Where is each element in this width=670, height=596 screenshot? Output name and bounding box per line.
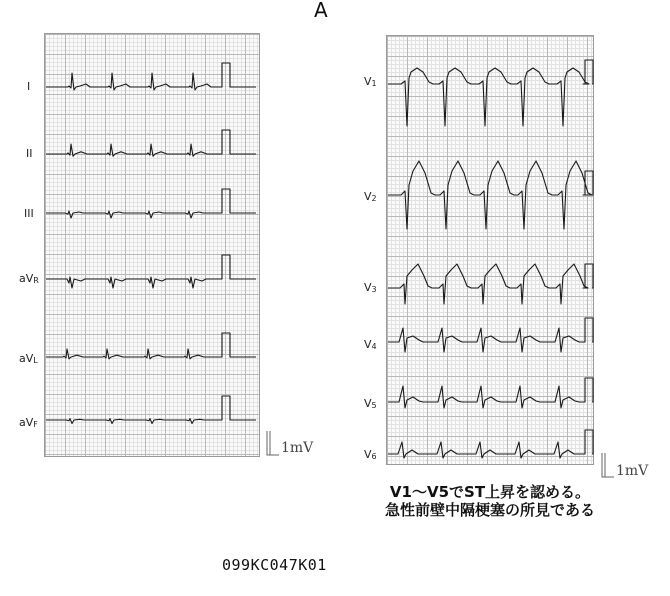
lead-label-iii: III <box>24 207 34 220</box>
trace-lead-v2 <box>388 161 593 229</box>
lead-label-v6: $V_6$ <box>364 448 377 461</box>
trace-lead-v4 <box>388 318 593 352</box>
calibration-label-left: 1mV <box>281 440 314 456</box>
trace-lead-avl <box>46 333 256 359</box>
lead-label-avl: $aV_L$ <box>19 352 38 365</box>
trace-lead-avr <box>46 255 256 288</box>
figure-caption <box>340 483 640 519</box>
lead-label-i: I <box>27 80 31 93</box>
lead-label-avr: $aV_R$ <box>19 272 39 285</box>
trace-lead-v1 <box>388 60 593 126</box>
lead-label-v5: $V_5$ <box>364 397 377 410</box>
lead-label-avf: $aV_F$ <box>19 416 38 429</box>
lead-label-v3: $V_3$ <box>364 281 377 294</box>
trace-lead-v5 <box>388 378 593 408</box>
lead-label-ii: II <box>26 147 33 160</box>
panel-label: A <box>314 0 328 22</box>
trace-lead-ii <box>46 130 256 156</box>
trace-lead-v3 <box>388 264 593 304</box>
trace-lead-i <box>46 63 256 90</box>
calibration-label-right: 1mV <box>616 463 649 479</box>
lead-label-v2: $V_2$ <box>364 190 377 203</box>
lead-label-v1: $V_1$ <box>364 75 377 88</box>
lead-label-v4: $V_4$ <box>364 338 377 351</box>
calibration-mark-left <box>266 430 280 456</box>
trace-lead-avf <box>46 396 256 424</box>
trace-lead-v6 <box>388 430 593 458</box>
calibration-mark-right <box>601 452 615 478</box>
caption-line-1: V1～V5でST上昇を認める。 <box>389 483 591 501</box>
image-code: 099KC047K01 <box>222 556 327 574</box>
trace-lead-iii <box>46 189 256 218</box>
caption-line-2: 急性前壁中隔梗塞の所見である <box>384 501 595 519</box>
